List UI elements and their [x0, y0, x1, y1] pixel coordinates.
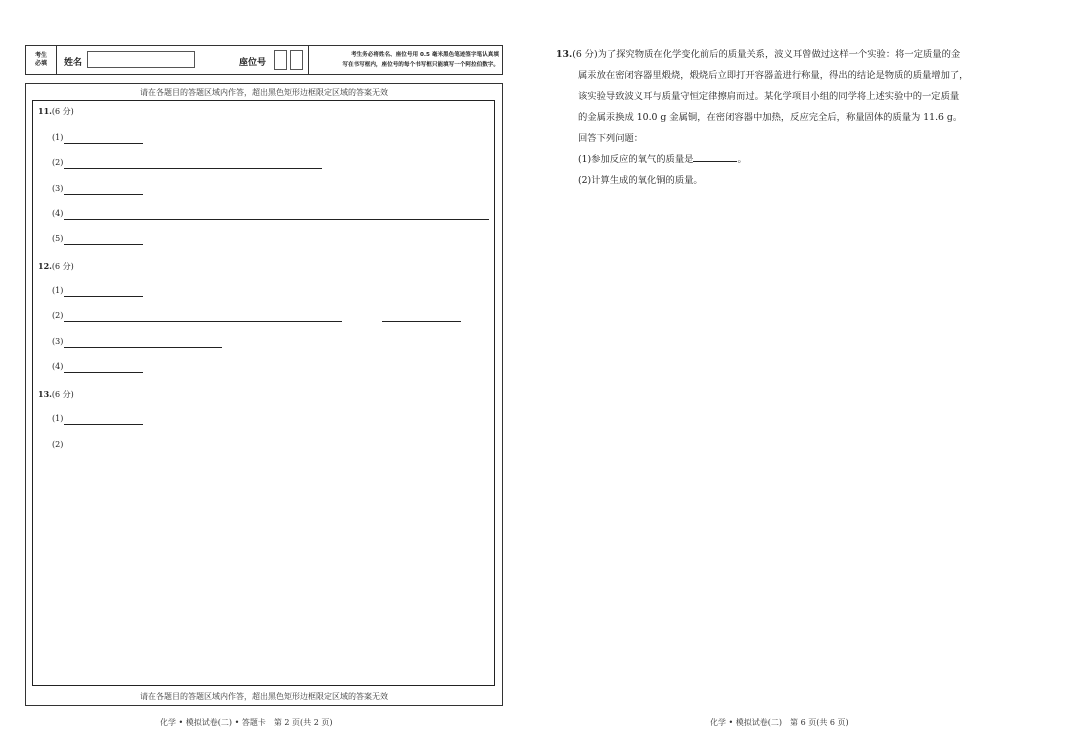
- name-label: 姓名: [64, 58, 83, 68]
- seat-digit-box-1[interactable]: [274, 50, 287, 70]
- page-footer-left: 化学 • 模拟试卷(二) • 答题卡 第 2 页(共 2 页): [160, 718, 333, 727]
- seat-label: 座位号: [239, 58, 267, 68]
- question-11-heading: [38, 106, 74, 117]
- q11-item-3: (3): [52, 184, 64, 193]
- question-number: 13.: [38, 389, 52, 399]
- question-13-prompt: 回答下列问题：: [578, 133, 644, 144]
- q13-answer-line-1[interactable]: [64, 424, 143, 425]
- sub1-suffix: 。: [737, 154, 747, 165]
- question-score: (6 分): [572, 49, 598, 60]
- fill-instructions-line1: 考生务必将姓名、座位号用 0.5 毫米黑色笔迹签字笔认真填: [350, 52, 499, 58]
- question-12-heading: [38, 261, 74, 272]
- q12-answer-line-4[interactable]: [64, 372, 143, 373]
- q11-item-1: (1): [52, 133, 64, 142]
- question-score: (6 分): [51, 107, 74, 116]
- q11-answer-line-3[interactable]: [64, 194, 143, 195]
- q12-item-1: (1): [52, 286, 64, 295]
- question-number: 13.: [556, 49, 573, 60]
- q12-answer-line-2b[interactable]: [382, 321, 461, 322]
- question-13-line2: 属汞放在密闭容器里煅烧，煅烧后立即打开容器盖进行称量，得出的结论是物质的质量增加了，: [578, 70, 969, 81]
- fill-instructions: [308, 46, 503, 74]
- question-13-text: [556, 44, 1056, 191]
- q12-item-3: (3): [52, 337, 64, 346]
- q13-item-1: (1): [52, 414, 64, 423]
- question-13-line3: 该实验导致波义耳与质量守恒定律擦肩而过。某化学项目小组的同学将上述实验中的一定质量: [578, 91, 960, 102]
- page-footer-right: 化学 • 模拟试卷(二) 第 6 页(共 6 页): [710, 718, 849, 727]
- q12-answer-line-1[interactable]: [64, 296, 143, 297]
- q11-answer-line-4[interactable]: [64, 219, 489, 220]
- fill-instructions-line2: 写在书写框内，座位号的每个书写框只能填写一个阿拉伯数字。: [342, 62, 499, 68]
- oxygen-mass-blank[interactable]: [693, 151, 737, 162]
- question-13-line1: [556, 44, 1056, 65]
- answer-area-box[interactable]: [32, 100, 495, 686]
- q11-answer-line-5[interactable]: [64, 244, 143, 245]
- question-13-body-1: 为了探究物质在化学变化前后的质量关系，波义耳曾做过这样一个实验：将一定质量的金: [597, 49, 961, 60]
- q11-answer-line-1[interactable]: [64, 143, 143, 144]
- question-score: (6 分): [51, 390, 74, 399]
- q13-item-2: (2): [52, 440, 64, 449]
- question-score: (6 分): [51, 262, 74, 271]
- question-13-sub1: [556, 149, 1056, 170]
- q11-answer-line-2[interactable]: [64, 168, 322, 169]
- question-13-heading: [38, 389, 74, 400]
- q11-item-2: (2): [52, 158, 64, 167]
- must-fill-label: [26, 46, 57, 74]
- seat-digit-box-2[interactable]: [290, 50, 303, 70]
- exam-paper-page: [540, 0, 1080, 756]
- must-fill-line1: 考生: [34, 52, 47, 59]
- name-field[interactable]: [87, 51, 195, 68]
- q12-item-2: (2): [52, 311, 64, 320]
- q11-item-5: (5): [52, 234, 64, 243]
- boundary-note-top: 请在各题目的答题区域内作答，超出黑色矩形边框限定区域的答案无效: [140, 88, 388, 97]
- question-13-line4: 的金属汞换成 10.0 g 金属铜，在密闭容器中加热，反应完全后，称量固体的质量为 11.6 g。: [578, 112, 963, 123]
- candidate-info-bar: [25, 45, 503, 75]
- question-13-sub2: (2)计算生成的氧化铜的质量。: [578, 175, 703, 186]
- q12-answer-line-2a[interactable]: [64, 321, 342, 322]
- sub1-prefix: (1)参加反应的氧气的质量是: [578, 154, 694, 165]
- question-number: 12.: [38, 261, 52, 271]
- q12-answer-line-3[interactable]: [64, 347, 222, 348]
- question-number: 11.: [38, 106, 52, 116]
- q12-item-4: (4): [52, 362, 64, 371]
- q11-item-4: (4): [52, 209, 64, 218]
- boundary-note-bottom: 请在各题目的答题区域内作答，超出黑色矩形边框限定区域的答案无效: [140, 692, 388, 701]
- must-fill-line2: 必填: [34, 60, 47, 67]
